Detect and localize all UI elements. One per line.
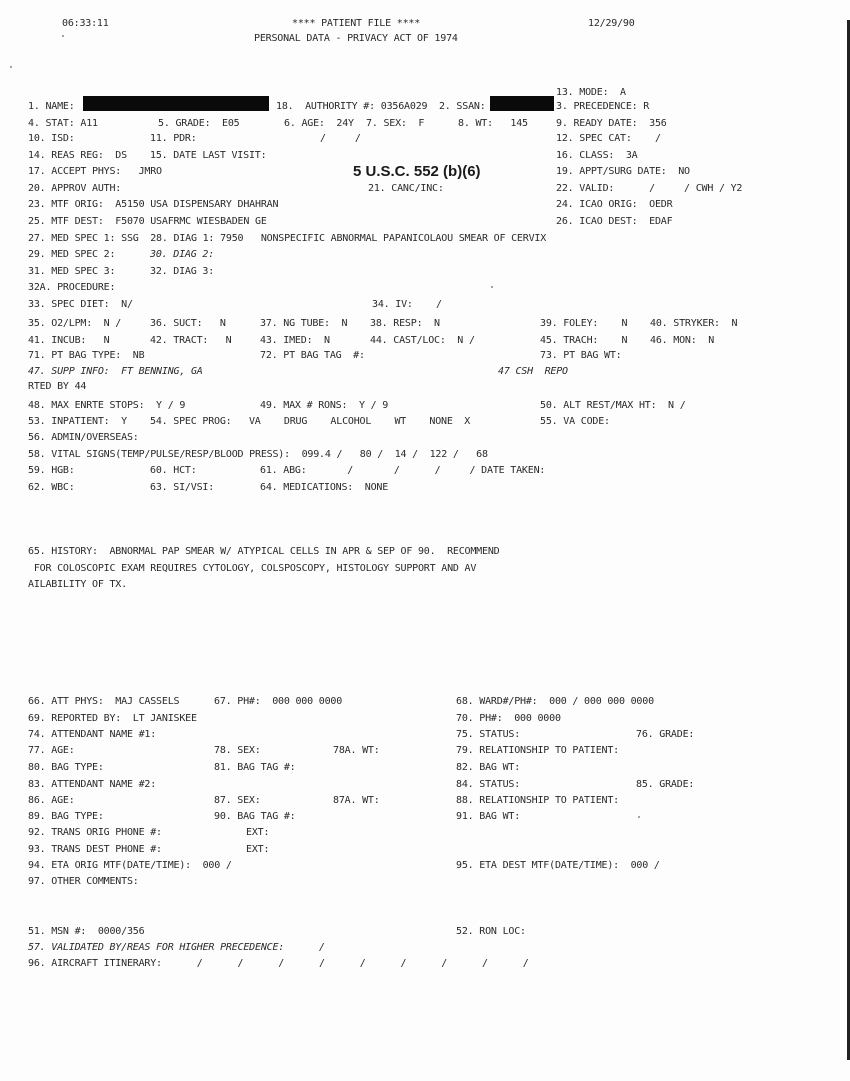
field-30-diag-2: 30. DIAG 2: [150, 249, 215, 260]
field-91-bag-wt: 91. BAG WT: [456, 811, 521, 822]
field-58-vital-signs: 58. VITAL SIGNS(TEMP/PULSE/RESP/BLOOD PRESS): 099.4 / 80 / 14 / 122 / 68 [28, 449, 488, 460]
privacy-subtitle: PERSONAL DATA - PRIVACY ACT OF 1974 [254, 33, 458, 44]
scan-speck [638, 816, 640, 818]
field-51-msn: 51. MSN #: 0000/356 [28, 926, 145, 937]
field-76-grade: 76. GRADE: [636, 729, 695, 740]
field-65-history-line-2: FOR COLOSCOPIC EXAM REQUIRES CYTOLOGY, COLSPOSCOPY, HISTOLOGY SUPPORT AND AV [28, 563, 477, 574]
print-date: 12/29/90 [588, 18, 635, 29]
field-86-age: 86. AGE: [28, 795, 75, 806]
field-87a-wt: 87A. WT: [333, 795, 380, 806]
scan-speck [62, 35, 64, 37]
field-59-hgb: 59. HGB: [28, 465, 75, 476]
field-11-pdr: 11. PDR: [150, 133, 197, 144]
field-82-bag-wt: 82. BAG WT: [456, 762, 521, 773]
field-32-diag-3: 32. DIAG 3: [150, 266, 215, 277]
field-32a-procedure: 32A. PROCEDURE: [28, 282, 116, 293]
field-5-grade: 5. GRADE: E05 [158, 118, 240, 129]
field-97-other-comments: 97. OTHER COMMENTS: [28, 876, 139, 887]
field-67-ph: 67. PH#: 000 000 0000 [214, 696, 343, 707]
field-13-mode: 13. MODE: A [556, 87, 626, 98]
field-88-relationship: 88. RELATIONSHIP TO PATIENT: [456, 795, 619, 806]
field-49-max-rons: 49. MAX # RONS: Y / 9 [260, 400, 389, 411]
field-18-authority: 18. AUTHORITY #: 0356A029 2. SSAN: [276, 101, 486, 112]
field-1-name: 1. NAME: [28, 101, 75, 112]
field-55-va-code: 55. VA CODE: [540, 416, 610, 427]
field-57-validated-by: 57. VALIDATED BY/REAS FOR HIGHER PRECEDENCE: / [28, 942, 325, 953]
field-25-mtf-dest: 25. MTF DEST: F5070 USAFRMC WIESBADEN GE [28, 216, 267, 227]
field-24-icao-orig: 24. ICAO ORIG: OEDR [556, 199, 673, 210]
field-34-iv: 34. IV: / [372, 299, 442, 310]
field-62-wbc: 62. WBC: [28, 482, 75, 493]
field-95-eta-dest: 95. ETA DEST MTF(DATE/TIME): 000 / [456, 860, 660, 871]
field-93-trans-dest-phone: 93. TRANS DEST PHONE #: [28, 844, 162, 855]
field-23-mtf-orig: 23. MTF ORIG: A5150 USA DISPENSARY DHAHRAN [28, 199, 279, 210]
field-56-admin-overseas: 56. ADMIN/OVERSEAS: [28, 432, 139, 443]
field-19-appt-surg-date: 19. APPT/SURG DATE: NO [556, 166, 690, 177]
field-21-canc-inc: 21. CANC/INC: [368, 183, 444, 194]
field-80-bag-type: 80. BAG TYPE: [28, 762, 104, 773]
field-68-ward-ph: 68. WARD#/PH#: 000 / 000 000 0000 [456, 696, 654, 707]
field-16-class: 16. CLASS: 3A [556, 150, 638, 161]
field-65-history-line-3: AILABILITY OF TX. [28, 579, 127, 590]
field-12-spec-cat: 12. SPEC CAT: / [556, 133, 661, 144]
field-75-status: 75. STATUS: [456, 729, 521, 740]
field-87-sex: 87. SEX: [214, 795, 261, 806]
field-7-sex: 7. SEX: F [366, 118, 425, 129]
field-63-si-vsi: 63. SI/VSI: [150, 482, 215, 493]
field-50-alt-rest: 50. ALT REST/MAX HT: N / [540, 400, 686, 411]
field-89-bag-type: 89. BAG TYPE: [28, 811, 104, 822]
field-61-abg: 61. ABG: / / / / DATE TAKEN: [260, 465, 546, 476]
field-84-status: 84. STATUS: [456, 779, 521, 790]
field-64-medications: 64. MEDICATIONS: NONE [260, 482, 389, 493]
field-46-mon: 46. MON: N [650, 335, 715, 346]
field-66-att-phys: 66. ATT PHYS: MAJ CASSELS [28, 696, 180, 707]
field-94-eta-orig: 94. ETA ORIG MTF(DATE/TIME): 000 / [28, 860, 232, 871]
field-37-ng-tube: 37. NG TUBE: N [260, 318, 348, 329]
field-15-date-last-visit: 15. DATE LAST VISIT: [150, 150, 267, 161]
field-96-aircraft-itinerary: 96. AIRCRAFT ITINERARY: / / / / / / / / / [28, 958, 529, 969]
field-47-supp-info-cont: 47 CSH REPO [498, 366, 568, 377]
field-79-relationship: 79. RELATIONSHIP TO PATIENT: [456, 745, 619, 756]
field-39-foley: 39. FOLEY: N [540, 318, 628, 329]
field-92-ext: EXT: [246, 827, 270, 838]
field-69-reported-by: 69. REPORTED BY: LT JANISKEE [28, 713, 197, 724]
field-20-approv-auth: 20. APPROV AUTH: [28, 183, 122, 194]
field-81-bag-tag: 81. BAG TAG #: [214, 762, 296, 773]
field-90-bag-tag: 90. BAG TAG #: [214, 811, 296, 822]
field-8-wt: 8. WT: 145 [458, 118, 528, 129]
scan-speck [10, 66, 12, 68]
field-31-med-spec-3: 31. MED SPEC 3: [28, 266, 116, 277]
field-42-tract: 42. TRACT: N [150, 335, 232, 346]
field-40-stryker: 40. STRYKER: N [650, 318, 738, 329]
field-29-med-spec-2: 29. MED SPEC 2: [28, 249, 116, 260]
field-78-sex: 78. SEX: [214, 745, 261, 756]
field-9-ready-date: 9. READY DATE: 356 [556, 118, 667, 129]
field-92-trans-orig-phone: 92. TRANS ORIG PHONE #: [28, 827, 162, 838]
field-72-pt-bag-tag: 72. PT BAG TAG #: [260, 350, 365, 361]
field-33-spec-diet: 33. SPEC DIET: N/ [28, 299, 133, 310]
field-26-icao-dest: 26. ICAO DEST: EDAF [556, 216, 673, 227]
field-43-imed: 43. IMED: N [260, 335, 330, 346]
field-93-ext: EXT: [246, 844, 270, 855]
name-redaction [83, 96, 269, 111]
field-47-supp-info-wrap: RTED BY 44 [28, 381, 87, 392]
field-65-history-line-1: 65. HISTORY: ABNORMAL PAP SMEAR W/ ATYPICAL CELLS IN APR & SEP OF 90. RECOMMEND [28, 546, 500, 557]
field-52-ron-loc: 52. RON LOC: [456, 926, 526, 937]
field-77-age: 77. AGE: [28, 745, 75, 756]
field-36-suct: 36. SUCT: N [150, 318, 226, 329]
field-38-resp: 38. RESP: N [370, 318, 440, 329]
field-47-supp-info: 47. SUPP INFO: FT BENNING, GA [28, 366, 203, 377]
foia-exemption-stamp: 5 U.S.C. 552 (b)(6) [353, 163, 481, 180]
field-70-ph: 70. PH#: 000 0000 [456, 713, 561, 724]
field-10-isd: 10. ISD: [28, 133, 75, 144]
field-41-incub: 41. INCUB: N [28, 335, 110, 346]
field-74-attendant-name-1: 74. ATTENDANT NAME #1: [28, 729, 157, 740]
field-53-inpatient: 53. INPATIENT: Y [28, 416, 127, 427]
field-45-trach: 45. TRACH: N [540, 335, 628, 346]
field-54-spec-prog: 54. SPEC PROG: VA DRUG ALCOHOL WT NONE X [150, 416, 471, 427]
field-22-valid: 22. VALID: / / CWH / Y2 [556, 183, 743, 194]
print-time: 06:33:11 [62, 18, 109, 29]
field-11-slashes: / / [320, 133, 361, 144]
field-35-o2-lpm: 35. O2/LPM: N / [28, 318, 122, 329]
field-73-pt-bag-wt: 73. PT BAG WT: [540, 350, 622, 361]
field-3-precedence: 3. PRECEDENCE: R [556, 101, 650, 112]
field-27-28-med-spec-diag: 27. MED SPEC 1: SSG 28. DIAG 1: 7950 NONSPECIFIC ABNORMAL PAPANICOLAOU SMEAR OF CERVIX [28, 233, 547, 244]
field-14-reas-reg: 14. REAS REG: DS [28, 150, 127, 161]
field-44-cast-loc: 44. CAST/LOC: N / [370, 335, 475, 346]
field-6-age: 6. AGE: 24Y [284, 118, 354, 129]
field-83-attendant-name-2: 83. ATTENDANT NAME #2: [28, 779, 157, 790]
ssan-redaction [490, 96, 554, 111]
field-85-grade: 85. GRADE: [636, 779, 695, 790]
field-60-hct: 60. HCT: [150, 465, 197, 476]
field-71-pt-bag-type: 71. PT BAG TYPE: NB [28, 350, 145, 361]
field-17-accept-phys: 17. ACCEPT PHYS: JMRO [28, 166, 162, 177]
field-4-stat: 4. STAT: A11 [28, 118, 98, 129]
scan-speck [491, 286, 493, 288]
field-48-max-enrte-stops: 48. MAX ENRTE STOPS: Y / 9 [28, 400, 186, 411]
file-title: **** PATIENT FILE **** [292, 18, 421, 29]
field-78a-wt: 78A. WT: [333, 745, 380, 756]
